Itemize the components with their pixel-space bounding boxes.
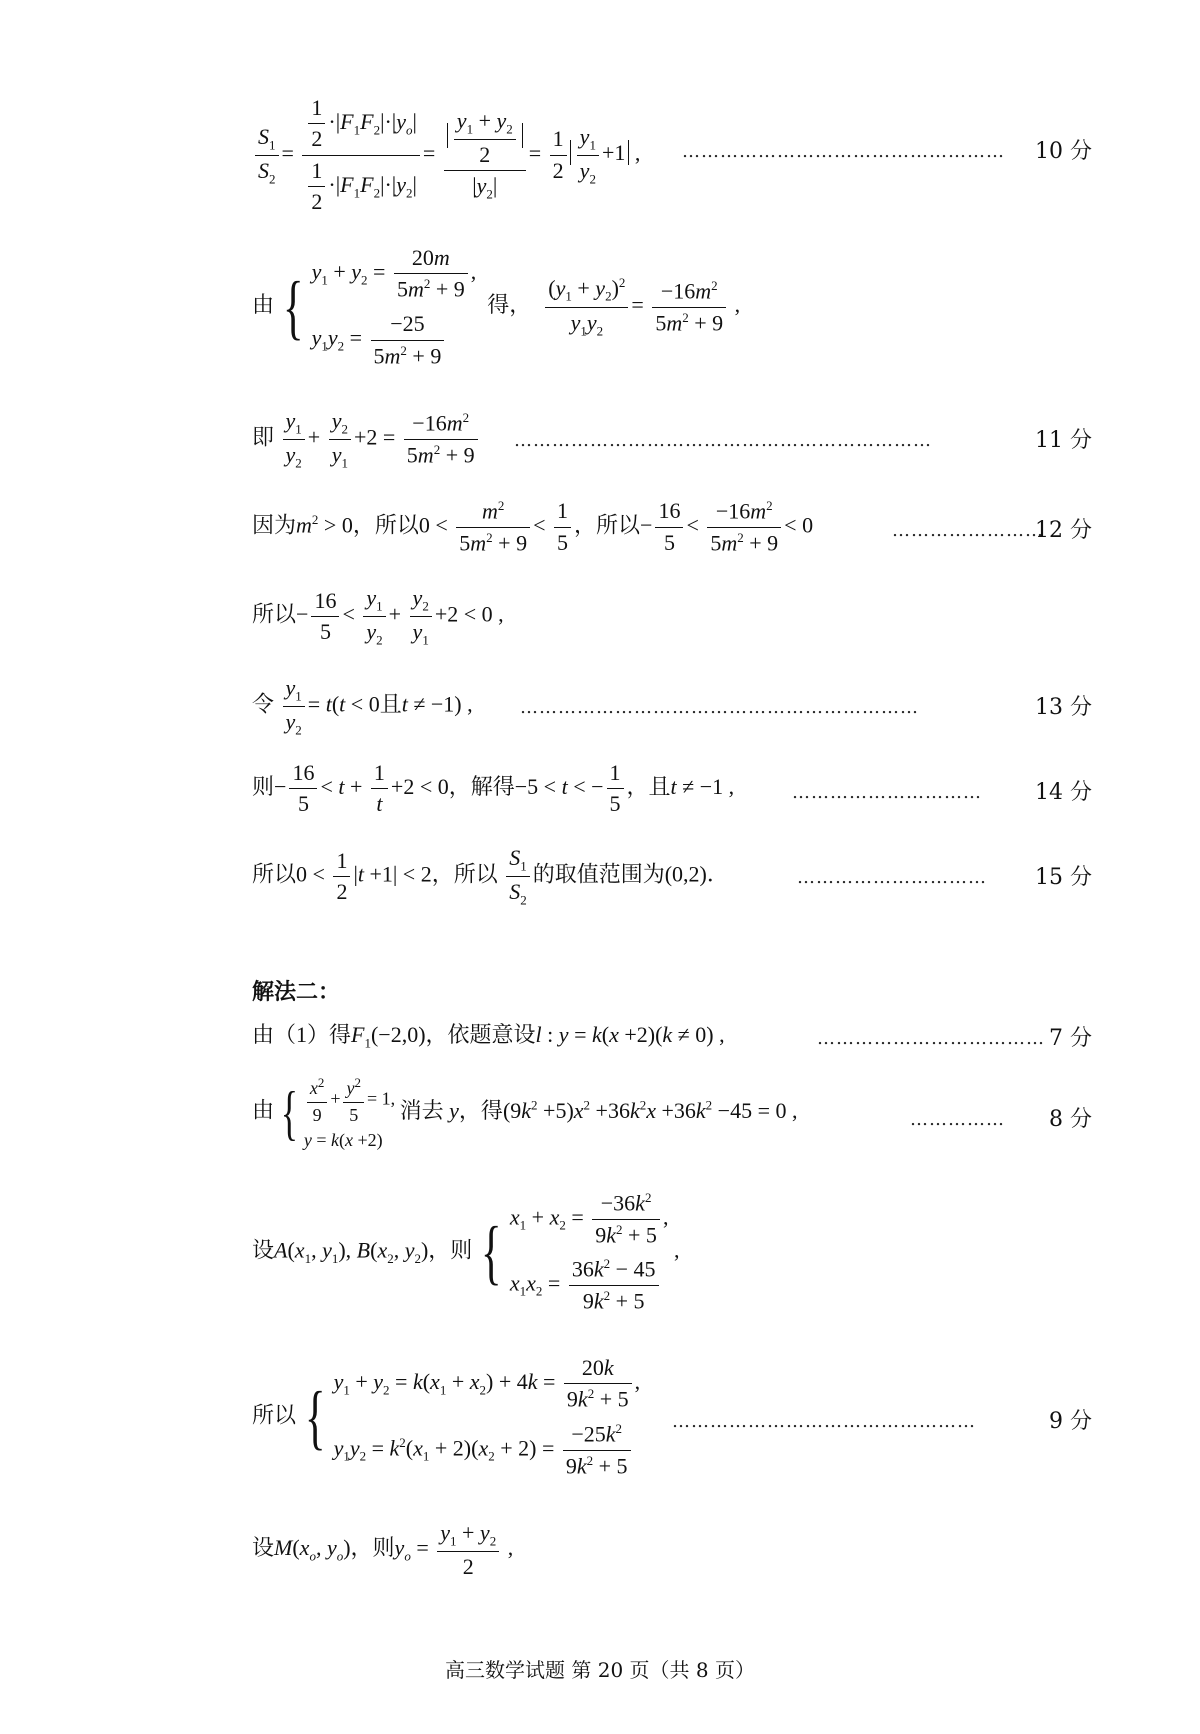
formula-final-range: 所以0 < $\frac{1}{2}$ |t +1| < 2，所以 $\frac{S_1}{S_2}$ 的取值范围为(0,2)． <box>252 845 729 908</box>
step-13 <box>252 675 1092 745</box>
formula-vieta-x: 设$A(x_1$, $y_1$), $B(x_2$, $y_2$)，则 { $x_1 + x_2$ = $\frac{-36k^2}{9k^2 + 5}$ , $x_1x_2$ = $\frac{36k^2 - 45}{9k^2 + 5}$ , <box>252 1190 680 1314</box>
step-11 <box>252 408 1092 478</box>
dot-leader: ………………………… <box>797 867 987 888</box>
step-ratio-bounds <box>252 585 1092 655</box>
label-ie: 即 <box>252 424 275 450</box>
range-value: (0,2) <box>664 861 707 887</box>
label-set-line: ，依题意设 <box>425 1022 536 1047</box>
step-12 <box>252 498 1092 568</box>
dot-leader: ……………………………… <box>817 1028 1045 1049</box>
score-label: 11 分 <box>1035 428 1092 453</box>
dot-leader: ………………………………………………………… <box>514 430 932 451</box>
dot-leader: ………………………… <box>792 782 982 803</box>
label-then: ，则 <box>428 1237 473 1263</box>
score-label: 14 分 <box>1035 780 1092 805</box>
step-14 <box>252 760 1092 830</box>
label-set: 设 <box>252 1535 275 1561</box>
label-let: 令 <box>252 691 275 717</box>
formula-line-l: 由（1）得$F_1(-2,0)$，依题意设l : y = k(x +2)(k ≠ 0) , <box>252 1022 725 1051</box>
label-and: ，且 <box>626 773 671 799</box>
formula-vieta-y: 由 { $y_1 + y_2$ = $\frac{20m}{5m^2 + 9}$ , $y_1y_2$ = $\frac{-25}{5m^2 + 9}$ 得， $\frac{(y_1 + y_2)^2}{y_1y_2}$ = $\frac{-16m^2}{5m^2 + 9}$ , <box>252 245 741 368</box>
formula-midpoint: 设$M(x_o$, $y_o$)，则$y_o$ = $\frac{y_1 + y_2}{2}$ , <box>252 1520 514 1579</box>
label-by-1: 由（1）得 <box>252 1022 352 1047</box>
label-by: 由 <box>252 1097 275 1123</box>
label-so: 所以 <box>252 601 297 627</box>
step-m2-8 <box>252 1075 1092 1175</box>
score-label: 9 分 <box>1049 1409 1092 1434</box>
label-so: ，所以 <box>574 512 641 538</box>
step-m2-midpoint <box>252 1520 1092 1590</box>
formula-sum-ratios: 即 $\frac{y_1}{y_2}$ + $\frac{y_2}{y_1}$ +2 = $\frac{-16m^2}{5m^2 + 9}$ <box>252 408 481 471</box>
score-label: 10 分 <box>1035 139 1092 164</box>
step-vieta-system <box>252 245 1092 385</box>
label-eliminate: 消去 <box>399 1097 444 1123</box>
formula-vieta-y-k: 所以 { $y_1 + y_2 = k(x_1 + x_2) + 4k$ = $\frac{20k}{9k^2 + 5}$ , $y_1y_2 = k^2(x_1 + 2)(x_2 + 2)$ = $\frac{-25k^2}{9k^2 + 5}$ <box>252 1355 641 1479</box>
score-label: 7 分 <box>1049 1026 1092 1051</box>
formula-s1-s2-ratio: $\frac{S_1}{S_2}$ = $\frac{1}{2}$ $\cdot|F_1F_2|\cdot|y_o|$ $\frac{1}{2}$ $\cdot|F_1F_2|\cdot|y_2|$ = $\frac{\frac{y_1 + y_2}{2}}{|y_2|}$ = $\frac{1}{2}$ $\frac{y_1}{y_2}$ +1 , <box>252 95 640 216</box>
label-so: ，所以 <box>352 512 419 538</box>
score-label: 12 分 <box>1035 518 1092 543</box>
dot-leader: …………………………………………… <box>682 141 1005 162</box>
label-then: ，则 <box>350 1535 395 1561</box>
step-m2-9 <box>252 1355 1092 1505</box>
label-so: ，所以 <box>431 861 498 887</box>
dot-leader: ………………………………………… <box>672 1411 976 1432</box>
step-m2-7 <box>252 1022 1092 1058</box>
dot-leader: …………………… <box>892 520 1044 541</box>
formula-ratio-bounds: 所以− $\frac{16}{5}$ < $\frac{y_1}{y_2}$ + $\frac{y_2}{y_1}$ +2 < 0 , <box>252 585 504 648</box>
label-then: 则 <box>252 773 275 799</box>
label-because: 因为 <box>252 512 297 538</box>
formula-m-bounds: 因为$m^2 > 0$，所以0 < $\frac{m^2}{5m^2 + 9}$ < $\frac{1}{5}$ ，所以− $\frac{16}{5}$ < $\frac{-16m^2}{5m^2 + 9}$ < 0 <box>252 498 814 556</box>
formula-t-range: 则− $\frac{16}{5}$ < t + $\frac{1}{t}$ +2 < 0，解得−5 < t < − $\frac{1}{5}$ ，且t ≠ −1 , <box>252 760 735 817</box>
step-m2-vieta-x <box>252 1190 1092 1340</box>
label-so: 所以 <box>252 861 297 887</box>
label-get: 得， <box>487 292 532 318</box>
step-15 <box>252 845 1092 915</box>
label-solve: ，解得 <box>448 773 515 799</box>
score-label: 13 分 <box>1035 695 1092 720</box>
dot-leader: …………… <box>910 1109 1005 1130</box>
dot-leader: ……………………………………………………… <box>520 697 919 718</box>
method-two-heading: 解法二： <box>252 980 341 1005</box>
label-range: 的取值范围为 <box>532 861 665 887</box>
label-by: 由 <box>252 292 275 318</box>
formula-ellipse-system: 由 { $\frac{x^2}{9}$ + $\frac{y^2}{5}$ = 1, y = k(x +2) 消去 y，得$(9k^2 +5)x^2 +36k^2x +36k^2 -45 = 0$ , <box>252 1075 798 1151</box>
label-set: 设 <box>252 1237 275 1263</box>
score-label: 8 分 <box>1049 1107 1092 1132</box>
label-period: ． <box>706 861 729 887</box>
formula-let-t: 令 $\frac{y_1}{y_2}$ = t(t < 0且t ≠ −1) , <box>252 675 473 738</box>
label-so: 所以 <box>252 1402 297 1428</box>
page-footer: 高三数学试题 第 20 页（共 8 页） <box>445 1658 755 1682</box>
step-10 <box>252 95 1092 215</box>
score-label: 15 分 <box>1035 865 1092 890</box>
label-get: ，得 <box>458 1097 503 1123</box>
